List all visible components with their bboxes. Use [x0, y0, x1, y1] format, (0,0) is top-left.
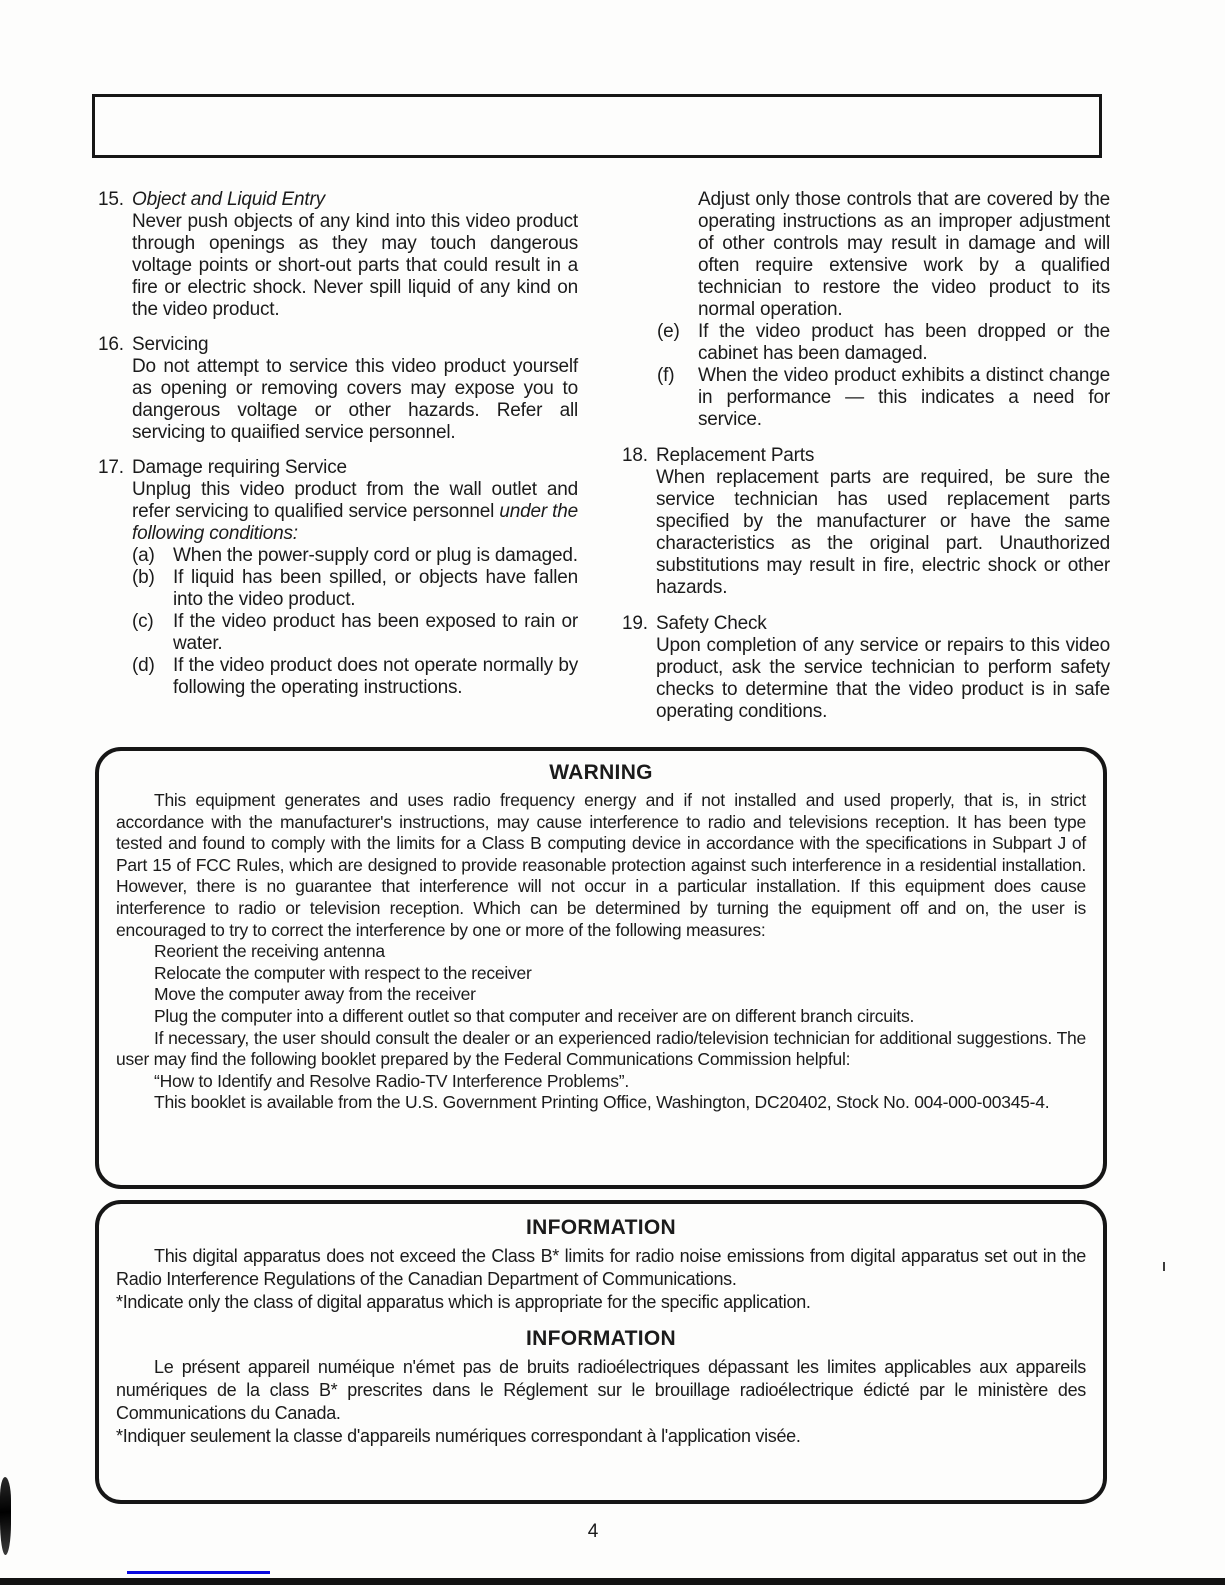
warning-measure-3: Move the computer away from the receiver	[154, 984, 476, 1005]
scan-artifact-left	[0, 1477, 11, 1556]
condition-text: When the power-supply cord or plug is damaged.	[173, 545, 578, 566]
information-title-fr: INFORMATION	[526, 1327, 676, 1350]
information-paragraph-fr: Le présent appareil numéique n'émet pas de bruits radioélectriques dépassant les limites applicables aux appareils numériques de la class B* prescrites dans le Réglement sur le brouillage radioélectrique édicté par le ministère des Communications du Canada.	[116, 1357, 1086, 1423]
page-number: 4	[587, 1521, 599, 1542]
warning-title: WARNING	[549, 761, 653, 784]
warning-measure-2: Relocate the computer with respect to the receiver	[154, 962, 532, 983]
scan-artifact-right	[1163, 1262, 1165, 1271]
safety-item-17	[98, 457, 578, 699]
warning-paragraph-3: This booklet is available from the U.S. Government Printing Office, Washington, DC20402, Stock No. 004-000-00345-4.	[154, 1092, 1050, 1113]
information-title-en: INFORMATION	[526, 1216, 676, 1239]
condition-label: (f)	[657, 365, 675, 386]
item-number: 16.	[98, 334, 124, 355]
condition-label: (e)	[657, 321, 680, 342]
information-section	[95, 1200, 1107, 1504]
item-title: Damage requiring Service	[132, 457, 347, 478]
item-title: Safety Check	[656, 613, 767, 634]
header-box	[92, 94, 1102, 158]
continuation-paragraph: Adjust only those controls that are covered by the operating instructions as an improper adjustment of other controls may result in damage and will often require extensive work by a qualified technician to restore the video product to its normal operation.	[698, 189, 1110, 320]
condition-label: (b)	[132, 567, 155, 588]
warning-paragraph-2: If necessary, the user should consult the dealer or an experienced radio/television technician for additional suggestions. The user may find the following booklet prepared by the Federal Communications Commission helpful:	[116, 1027, 1086, 1070]
safety-item-18	[622, 445, 1110, 599]
safety-item-16	[98, 334, 578, 444]
condition-text: If the video product has been exposed to rain or water.	[173, 611, 578, 654]
item-number: 18.	[622, 445, 648, 466]
condition-e	[657, 321, 1110, 365]
condition-d	[132, 655, 578, 699]
item-number: 17.	[98, 457, 124, 478]
item-body: Upon completion of any service or repairs to this video product, ask the service technician to perform safety checks to determine that the video product is in safe operating conditions.	[656, 635, 1110, 722]
warning-paragraph-1: This equipment generates and uses radio frequency energy and if not installed and used properly, that is, in strict accordance with the manufacturer's instructions, may cause interference to radio and televisions reception. It has been type tested and found to comply with the limits for a Class B computing device in accordance with the specifications in Subpart J of Part 15 of FCC Rules, which are designed to provide reasonable protection against such interference in a residential installation. However, there is no guarantee that interference will not occur in a particular installation. If this equipment does cause interference to radio or television reception. Which can be determined by turning the equipment off and on, the user is encouraged to try to correct the interference by one or more of the following measures:	[116, 790, 1086, 940]
safety-instructions	[98, 189, 1110, 723]
item-number: 19.	[622, 613, 648, 634]
warning-section	[95, 747, 1107, 1189]
condition-b	[132, 567, 578, 611]
information-note-en: *Indicate only the class of digital apparatus which is appropriate for the specific application.	[116, 1292, 811, 1312]
safety-item-15	[98, 189, 578, 321]
item-title: Servicing	[132, 334, 209, 355]
condition-label: (a)	[132, 545, 155, 566]
item-body: Do not attempt to service this video product yourself as opening or removing covers may expose you to dangerous voltage or other hazards. Refer all servicing to quaiified service personnel.	[132, 356, 578, 443]
item-body: Unplug this video product from the wall outlet and refer servicing to qualified service personnel under the following conditions:	[132, 479, 578, 544]
item-body: Never push objects of any kind into this video product through openings as they may touch dangerous voltage points or short-out parts that could result in a fire or electric shock. Never spill liquid of any kind on the video product.	[132, 211, 578, 320]
condition-text: If the video product does not operate normally by following the operating instructions.	[173, 655, 578, 698]
information-note-fr: *Indiquer seulement la classe d'appareils numériques correspondant à l'application visée.	[116, 1426, 801, 1446]
item-number: 15.	[98, 189, 124, 210]
condition-text: If the video product has been dropped or the cabinet has been damaged.	[698, 321, 1110, 364]
right-column	[622, 189, 1110, 723]
item-title: Replacement Parts	[656, 445, 815, 466]
item-title: Object and Liquid Entry	[132, 189, 325, 210]
item-body: When replacement parts are required, be sure the service technician has used replacement parts specified by the manufacturer or have the same characteristics as the original part. Unauthorized substitutions may result in fire, electric shock or other hazards.	[656, 467, 1110, 598]
condition-text: When the video product exhibits a distinct change in performance — this indicates a need for service.	[698, 365, 1110, 430]
condition-c	[132, 611, 578, 655]
warning-measure-1: Reorient the receiving antenna	[154, 941, 385, 962]
information-paragraph-en: This digital apparatus does not exceed the Class B* limits for radio noise emissions from digital apparatus set out in the Radio Interference Regulations of the Canadian Department of Communications.	[116, 1246, 1086, 1289]
warning-booklet-title: “How to Identify and Resolve Radio-TV Interference Problems”.	[154, 1070, 629, 1091]
left-column	[98, 189, 578, 723]
page-bottom-edge	[0, 1578, 1225, 1585]
condition-label: (d)	[132, 655, 155, 676]
condition-a	[132, 545, 578, 567]
safety-item-19	[622, 613, 1110, 723]
condition-label: (c)	[132, 611, 154, 632]
blue-underline-mark	[127, 1571, 270, 1574]
condition-text: If liquid has been spilled, or objects have fallen into the video product.	[173, 567, 578, 610]
condition-f	[657, 365, 1110, 431]
warning-measure-4: Plug the computer into a different outlet so that computer and receiver are on different branch circuits.	[154, 1005, 915, 1026]
